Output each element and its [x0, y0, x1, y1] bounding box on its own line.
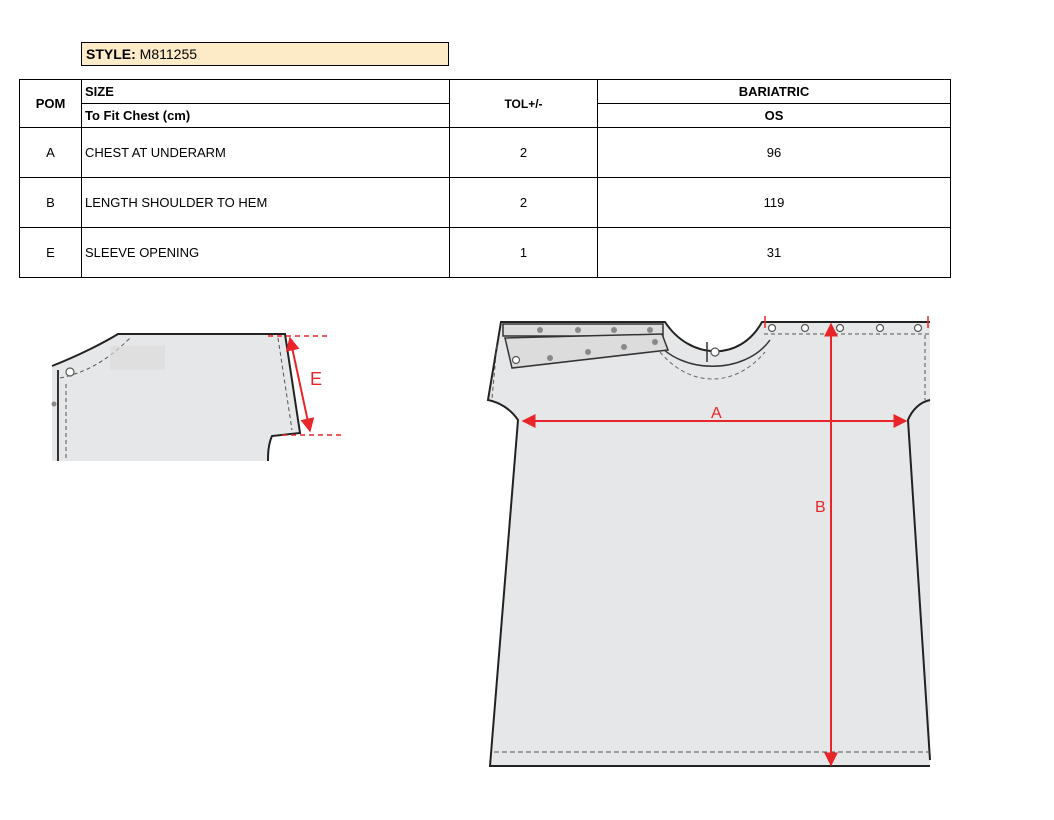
pom-cell: E	[20, 228, 82, 278]
pom-cell: B	[20, 178, 82, 228]
tolerance-cell: 2	[450, 178, 598, 228]
pom-header: POM	[20, 80, 82, 128]
size-header: SIZE	[82, 80, 450, 104]
description-cell: LENGTH SHOULDER TO HEM	[82, 178, 450, 228]
label-b: B	[815, 499, 826, 516]
measurement-cell: 96	[598, 128, 951, 178]
pom-cell: A	[20, 128, 82, 178]
fit-header: To Fit Chest (cm)	[82, 104, 450, 128]
size-code-header: OS	[598, 104, 951, 128]
label-e: E	[310, 369, 323, 389]
measurement-cell: 31	[598, 228, 951, 278]
tolerance-cell: 1	[450, 228, 598, 278]
label-a: A	[711, 405, 722, 422]
sleeve-detail-drawing	[52, 334, 343, 461]
style-label: STYLE:	[86, 46, 136, 62]
description-cell: CHEST AT UNDERARM	[82, 128, 450, 178]
tol-header: TOL+/-	[450, 80, 598, 128]
tolerance-cell: 2	[450, 128, 598, 178]
measurement-cell: 119	[598, 178, 951, 228]
style-value: M811255	[139, 46, 198, 62]
description-cell: SLEEVE OPENING	[82, 228, 450, 278]
garment-front-drawing	[488, 316, 930, 766]
bariatric-header: BARIATRIC	[598, 80, 951, 104]
